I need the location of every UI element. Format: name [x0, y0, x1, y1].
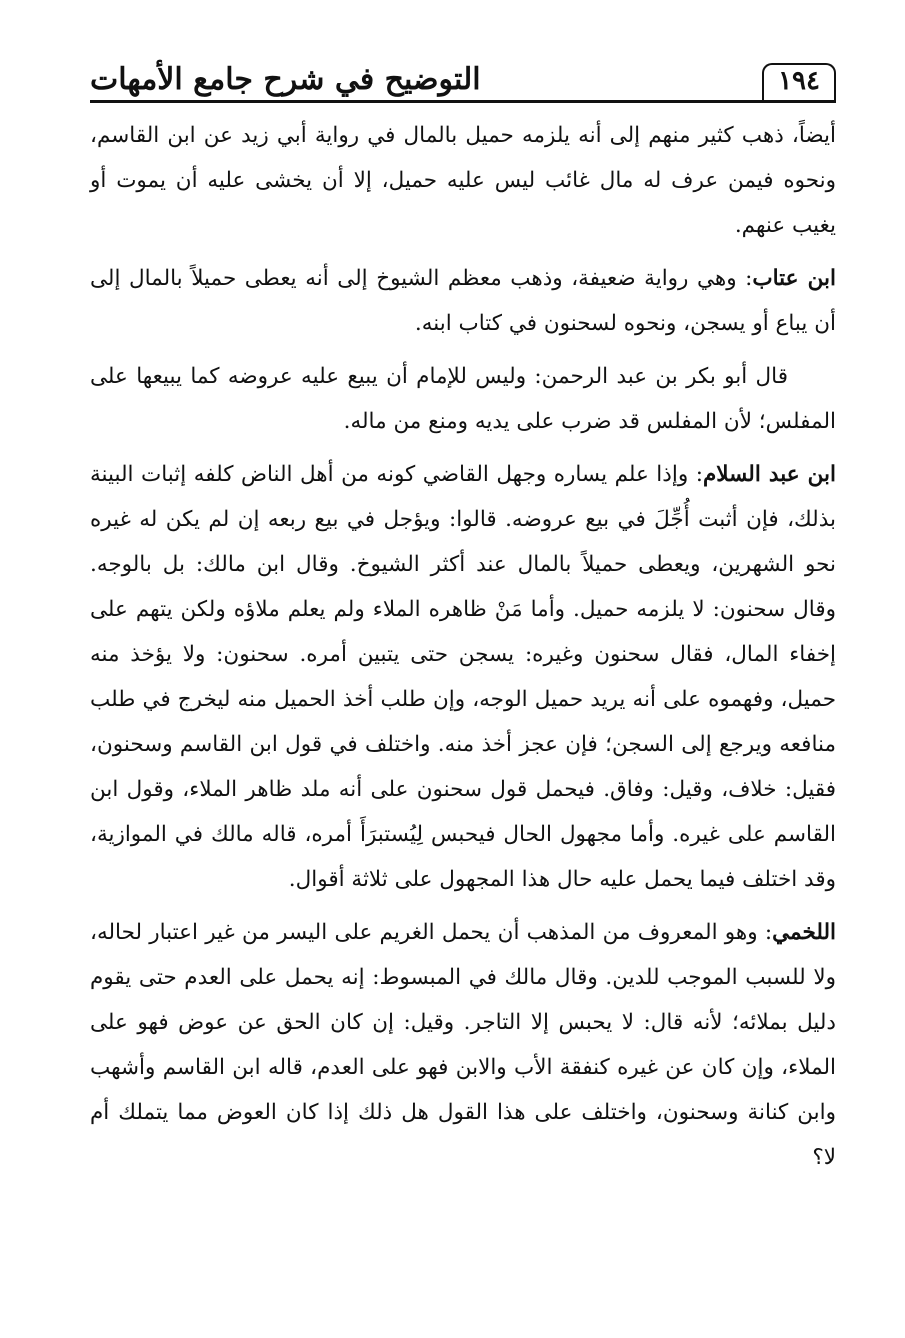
paragraph-ibn-attab: [90, 256, 836, 346]
paragraph-lakhmi: [90, 910, 836, 1180]
paragraph-text: : وهو المعروف من المذهب أن يحمل الغريم على اليسر من غير اعتبار لحاله، ولا للسبب الموجب للدين. وقال مالك في المبسوط: إنه يحمل على العدم حتى يقوم دليل بملائه؛ لأنه قال: لا يحبس إلا التاجر. وقيل: إن كان الحق عن عوض فهو على الملاء، وإن كان عن غيره كنفقة الأب والابن فهو على العدم، قاله ابن القاسم وأشهب وابن كنانة وسحنون، واختلف على هذا القول هل ذلك إذا كان العوض مما يتملك أم لا؟: [90, 920, 836, 1170]
paragraph-text: أيضاً، ذهب كثير منهم إلى أنه يلزمه حميل بالمال في رواية أبي زيد عن ابن القاسم، ونحوه فيمن عرف له مال غائب ليس عليه حميل، إلا أن يخشى عليه أن يموت أو يغيب عنهم.: [90, 123, 836, 238]
paragraph-abu-bakr: [90, 354, 836, 444]
book-page: [90, 40, 836, 1300]
paragraph-text: : وإذا علم يساره وجهل القاضي كونه من أهل الناض كلفه إثبات البينة بذلك، فإن أثبت أُجِّلَ في بيع عروضه. قالوا: ويؤجل في بيع ربعه إن لم يكن له غيره نحو الشهرين، ويعطى حميلاً بالمال عند أكثر الشيوخ. وقال ابن مالك: بل بالوجه. وقال سحنون: لا يلزمه حميل. وأما مَنْ ظاهره الملاء ولم يعلم ملاؤه ولكن يتهم على إخفاء المال، فقال سحنون وغيره: يسجن حتى يتبين أمره. سحنون: ولا يؤخذ منه حميل، وفهموه على أنه يريد حميل الوجه، وإن طلب أخذ الحميل منه ليخرج في طلب منافعه ويرجع إلى السجن؛ فإن عجز أخذ منه. واختلف في قول ابن القاسم وسحنون، فقيل: خلاف، وقيل: وفاق. فيحمل قول سحنون على أنه ملد ظاهر الملاء، وقول ابن القاسم على غيره. وأما مجهول الحال فيحبس لِيُستبرَأَ أمره، قاله مالك في الموازية، وقد اختلف فيما يحمل عليه حال هذا المجهول على ثلاثة أقوال.: [90, 462, 836, 892]
speaker-name: ابن عبد السلام: [702, 462, 836, 487]
speaker-name: اللخمي: [772, 920, 836, 945]
book-title: التوضيح في شرح جامع الأمهات: [90, 62, 481, 97]
paragraph-text: : وهي رواية ضعيفة، وذهب معظم الشيوخ إلى أنه يعطى حميلاً بالمال إلى أن يباع أو يسجن، ونحوه لسحنون في كتاب ابنه.: [90, 266, 836, 336]
paragraph-text: قال أبو بكر بن عبد الرحمن: وليس للإمام أن يبيع عليه عروضه كما يبيعها على المفلس؛ لأن المفلس قد ضرب على يديه ومنع من ماله.: [90, 364, 836, 434]
paragraph-continuation: [90, 113, 836, 248]
page-number: ١٩٤: [762, 63, 836, 100]
speaker-name: ابن عتاب: [752, 266, 837, 291]
running-header: [90, 40, 836, 103]
body-text: [90, 113, 836, 1180]
paragraph-ibn-abd-al-salam: [90, 452, 836, 902]
